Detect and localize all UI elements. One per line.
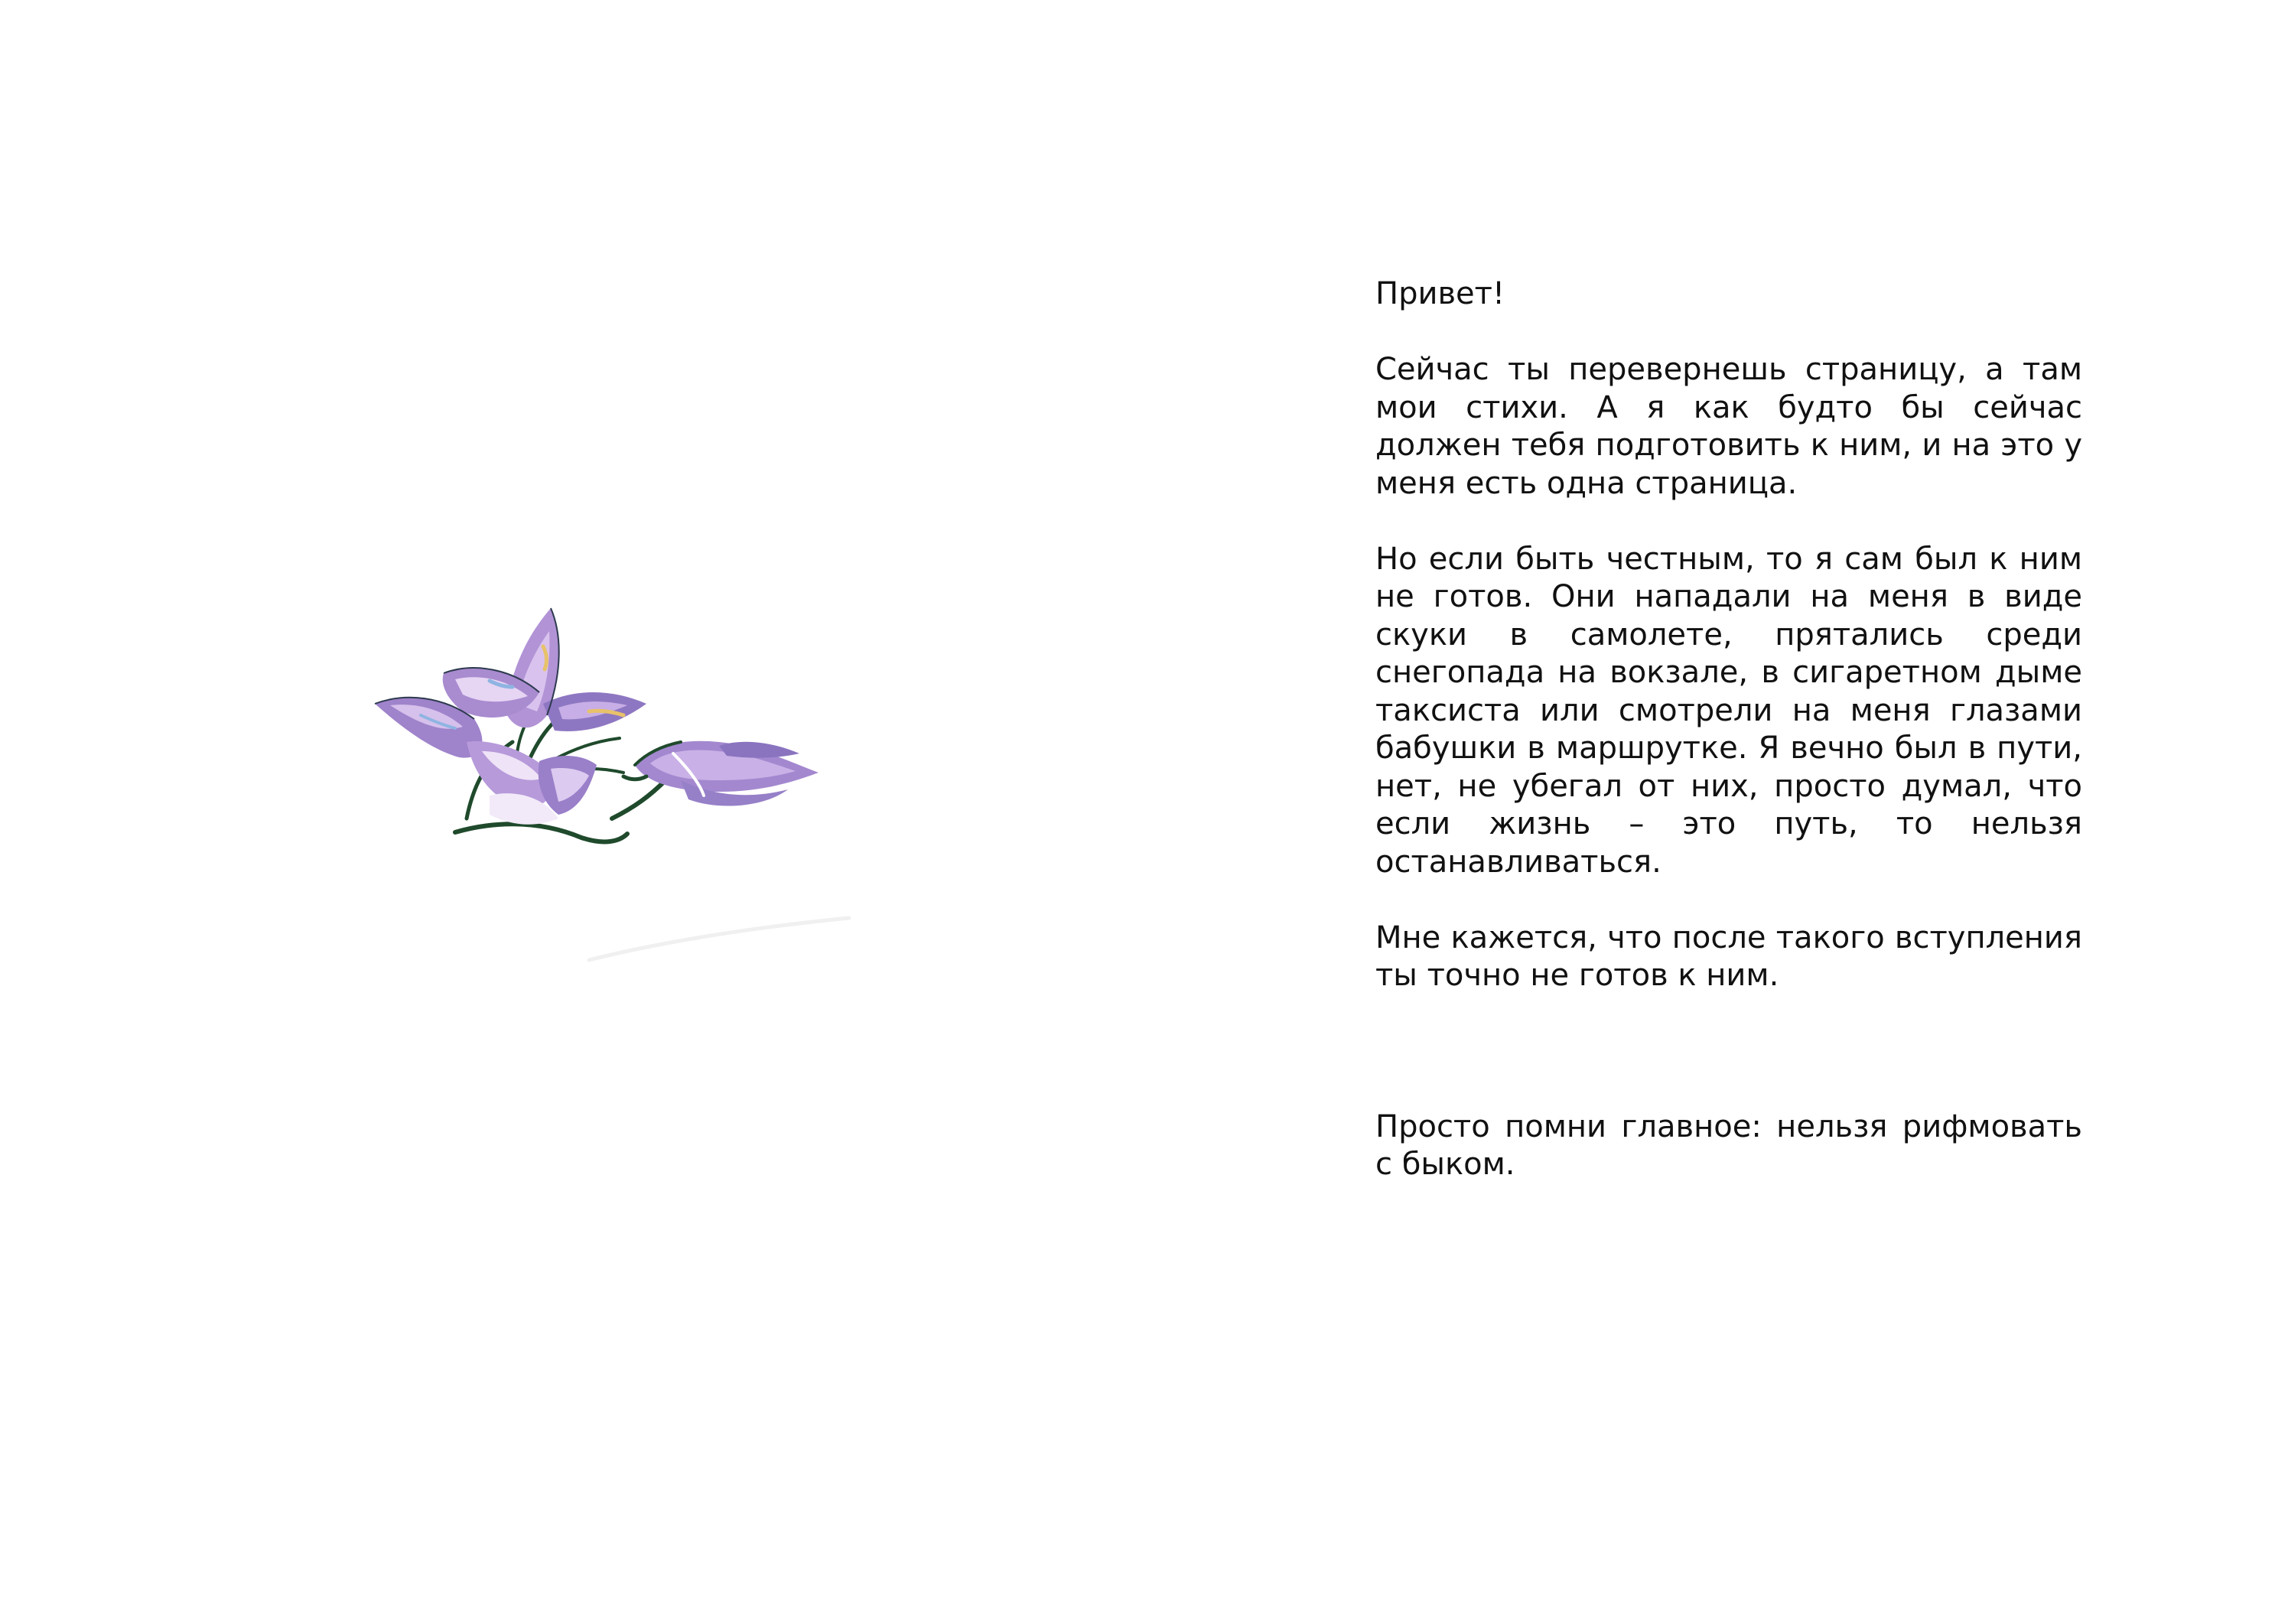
flower-illustration [360, 589, 857, 849]
greeting-paragraph: Привет! [1375, 276, 1505, 311]
honesty-paragraph: Но если быть честным, то я сам был к ним не готов. Они нападали на меня в виде скуки в самолете, прятались среди снегопада на вокзале, в сигаретном дыме таксиста или смотрели на меня глазами бабушки в маршрутке. Я вечно был в пути, нет, не убегал от них, просто думал, что если жизнь – это путь, то нельзя останавливаться. [1375, 541, 2082, 880]
intro-paragraph: Сейчас ты перевернешь страницу, а там мои стихи. А я как будто бы сейчас должен тебя подготовить к ним, и на это у меня есть одна страница. [1375, 352, 2082, 501]
warning-paragraph: Мне кажется, что после такого вступления ты точно не готов к ним. [1375, 919, 2082, 993]
flower-shadow-svg [581, 914, 857, 968]
intro-text [1375, 275, 2082, 1184]
flower-illustration-svg [360, 589, 857, 849]
right-page [1138, 0, 2275, 1624]
closing-paragraph: Просто помни главное: нельзя рифмовать с быком. [1375, 1108, 2082, 1182]
flower-shadow [581, 914, 857, 968]
